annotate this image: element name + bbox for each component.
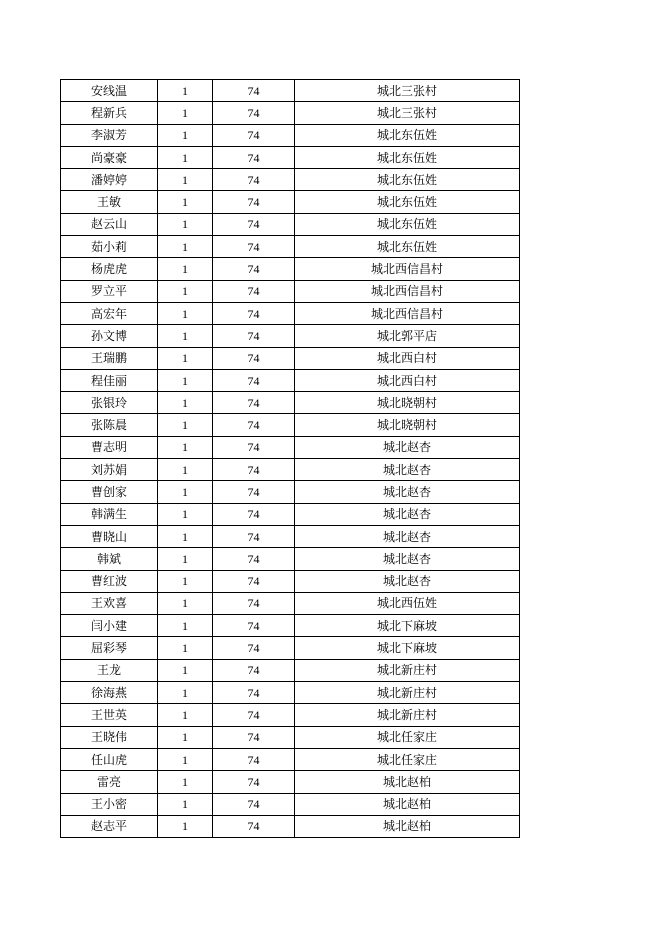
- count-cell: 1: [158, 503, 213, 525]
- count-cell: 1: [158, 258, 213, 280]
- count-cell: 1: [158, 637, 213, 659]
- value-cell: 74: [213, 146, 295, 168]
- name-cell: 李淑芳: [61, 124, 158, 146]
- count-cell: 1: [158, 124, 213, 146]
- value-cell: 74: [213, 124, 295, 146]
- table-row: [61, 436, 520, 458]
- value-cell: 74: [213, 503, 295, 525]
- place-cell: 城北赵柏: [295, 815, 520, 837]
- count-cell: 1: [158, 80, 213, 102]
- place-cell: 城北东伍姓: [295, 191, 520, 213]
- name-cell: 王晓伟: [61, 726, 158, 748]
- name-cell: 赵志平: [61, 815, 158, 837]
- count-cell: 1: [158, 436, 213, 458]
- table-row: [61, 771, 520, 793]
- place-cell: 城北西信昌村: [295, 258, 520, 280]
- count-cell: 1: [158, 325, 213, 347]
- name-cell: 雷亮: [61, 771, 158, 793]
- name-cell: 潘婷婷: [61, 169, 158, 191]
- value-cell: 74: [213, 748, 295, 770]
- name-cell: 张陈晨: [61, 414, 158, 436]
- place-cell: 城北赵柏: [295, 771, 520, 793]
- value-cell: 74: [213, 213, 295, 235]
- place-cell: 城北西伍姓: [295, 592, 520, 614]
- table-row: [61, 146, 520, 168]
- table-row: [61, 392, 520, 414]
- name-cell: 曹晓山: [61, 525, 158, 547]
- place-cell: 城北下麻坡: [295, 615, 520, 637]
- table-row: [61, 481, 520, 503]
- name-cell: 王敏: [61, 191, 158, 213]
- table-row: [61, 459, 520, 481]
- place-cell: 城北赵杏: [295, 436, 520, 458]
- count-cell: 1: [158, 525, 213, 547]
- place-cell: 城北新庄村: [295, 659, 520, 681]
- place-cell: 城北赵杏: [295, 570, 520, 592]
- count-cell: 1: [158, 236, 213, 258]
- value-cell: 74: [213, 793, 295, 815]
- value-cell: 74: [213, 592, 295, 614]
- value-cell: 74: [213, 347, 295, 369]
- table-row: [61, 236, 520, 258]
- name-cell: 张银玲: [61, 392, 158, 414]
- table-row: [61, 682, 520, 704]
- table-row: [61, 169, 520, 191]
- table-row: [61, 503, 520, 525]
- place-cell: 城北任家庄: [295, 748, 520, 770]
- place-cell: 城北赵杏: [295, 481, 520, 503]
- name-cell: 王瑞鹏: [61, 347, 158, 369]
- value-cell: 74: [213, 369, 295, 391]
- count-cell: 1: [158, 615, 213, 637]
- count-cell: 1: [158, 704, 213, 726]
- table-row: [61, 191, 520, 213]
- place-cell: 城北东伍姓: [295, 236, 520, 258]
- table-row: [61, 815, 520, 837]
- place-cell: 城北三张村: [295, 80, 520, 102]
- name-cell: 曹创家: [61, 481, 158, 503]
- place-cell: 城北三张村: [295, 102, 520, 124]
- value-cell: 74: [213, 615, 295, 637]
- value-cell: 74: [213, 570, 295, 592]
- count-cell: 1: [158, 302, 213, 324]
- place-cell: 城北东伍姓: [295, 146, 520, 168]
- name-cell: 杨虎虎: [61, 258, 158, 280]
- value-cell: 74: [213, 704, 295, 726]
- value-cell: 74: [213, 436, 295, 458]
- place-cell: 城北西信昌村: [295, 302, 520, 324]
- value-cell: 74: [213, 815, 295, 837]
- name-cell: 徐海燕: [61, 682, 158, 704]
- name-cell: 刘苏娟: [61, 459, 158, 481]
- table-row: [61, 213, 520, 235]
- name-cell: 王欢喜: [61, 592, 158, 614]
- place-cell: 城北新庄村: [295, 682, 520, 704]
- name-cell: 王世英: [61, 704, 158, 726]
- count-cell: 1: [158, 459, 213, 481]
- table-row: [61, 748, 520, 770]
- table-row: [61, 102, 520, 124]
- table-row: [61, 347, 520, 369]
- name-cell: 曹志明: [61, 436, 158, 458]
- table-row: [61, 369, 520, 391]
- value-cell: 74: [213, 414, 295, 436]
- table-row: [61, 659, 520, 681]
- place-cell: 城北新庄村: [295, 704, 520, 726]
- value-cell: 74: [213, 325, 295, 347]
- place-cell: 城北郭平店: [295, 325, 520, 347]
- name-cell: 罗立平: [61, 280, 158, 302]
- name-cell: 王龙: [61, 659, 158, 681]
- table-row: [61, 615, 520, 637]
- place-cell: 城北任家庄: [295, 726, 520, 748]
- table-row: [61, 525, 520, 547]
- value-cell: 74: [213, 637, 295, 659]
- name-cell: 程佳丽: [61, 369, 158, 391]
- name-cell: 曹红波: [61, 570, 158, 592]
- place-cell: 城北西白村: [295, 347, 520, 369]
- count-cell: 1: [158, 169, 213, 191]
- table-row: [61, 302, 520, 324]
- value-cell: 74: [213, 682, 295, 704]
- table-row: [61, 793, 520, 815]
- table-row: [61, 704, 520, 726]
- count-cell: 1: [158, 280, 213, 302]
- place-cell: 城北晓朝村: [295, 414, 520, 436]
- value-cell: 74: [213, 258, 295, 280]
- value-cell: 74: [213, 525, 295, 547]
- count-cell: 1: [158, 191, 213, 213]
- table-row: [61, 548, 520, 570]
- place-cell: 城北赵杏: [295, 525, 520, 547]
- count-cell: 1: [158, 414, 213, 436]
- name-cell: 孙文博: [61, 325, 158, 347]
- name-cell: 赵云山: [61, 213, 158, 235]
- count-cell: 1: [158, 102, 213, 124]
- table-row: [61, 726, 520, 748]
- count-cell: 1: [158, 146, 213, 168]
- name-cell: 任山虎: [61, 748, 158, 770]
- count-cell: 1: [158, 481, 213, 503]
- count-cell: 1: [158, 392, 213, 414]
- table-row: [61, 124, 520, 146]
- place-cell: 城北西信昌村: [295, 280, 520, 302]
- count-cell: 1: [158, 347, 213, 369]
- name-cell: 程新兵: [61, 102, 158, 124]
- value-cell: 74: [213, 302, 295, 324]
- place-cell: 城北赵杏: [295, 503, 520, 525]
- name-cell: 韩满生: [61, 503, 158, 525]
- count-cell: 1: [158, 570, 213, 592]
- table-row: [61, 414, 520, 436]
- value-cell: 74: [213, 236, 295, 258]
- count-cell: 1: [158, 815, 213, 837]
- count-cell: 1: [158, 793, 213, 815]
- table-row: [61, 570, 520, 592]
- table-row: [61, 280, 520, 302]
- value-cell: 74: [213, 102, 295, 124]
- table-body: [61, 80, 520, 838]
- data-table: [60, 79, 520, 838]
- value-cell: 74: [213, 726, 295, 748]
- name-cell: 茹小莉: [61, 236, 158, 258]
- count-cell: 1: [158, 213, 213, 235]
- name-cell: 尚豪豪: [61, 146, 158, 168]
- name-cell: 安线温: [61, 80, 158, 102]
- table-row: [61, 637, 520, 659]
- count-cell: 1: [158, 748, 213, 770]
- count-cell: 1: [158, 369, 213, 391]
- name-cell: 王小密: [61, 793, 158, 815]
- count-cell: 1: [158, 682, 213, 704]
- count-cell: 1: [158, 659, 213, 681]
- place-cell: 城北东伍姓: [295, 213, 520, 235]
- value-cell: 74: [213, 548, 295, 570]
- name-cell: 韩斌: [61, 548, 158, 570]
- place-cell: 城北东伍姓: [295, 169, 520, 191]
- name-cell: 高宏年: [61, 302, 158, 324]
- value-cell: 74: [213, 771, 295, 793]
- table-row: [61, 325, 520, 347]
- place-cell: 城北赵杏: [295, 548, 520, 570]
- name-cell: 闫小建: [61, 615, 158, 637]
- count-cell: 1: [158, 548, 213, 570]
- place-cell: 城北下麻坡: [295, 637, 520, 659]
- name-cell: 屈彩琴: [61, 637, 158, 659]
- value-cell: 74: [213, 191, 295, 213]
- place-cell: 城北晓朝村: [295, 392, 520, 414]
- value-cell: 74: [213, 659, 295, 681]
- place-cell: 城北西白村: [295, 369, 520, 391]
- place-cell: 城北东伍姓: [295, 124, 520, 146]
- table-row: [61, 80, 520, 102]
- place-cell: 城北赵杏: [295, 459, 520, 481]
- value-cell: 74: [213, 280, 295, 302]
- value-cell: 74: [213, 169, 295, 191]
- count-cell: 1: [158, 771, 213, 793]
- value-cell: 74: [213, 80, 295, 102]
- count-cell: 1: [158, 726, 213, 748]
- value-cell: 74: [213, 459, 295, 481]
- value-cell: 74: [213, 481, 295, 503]
- table-row: [61, 592, 520, 614]
- count-cell: 1: [158, 592, 213, 614]
- place-cell: 城北赵柏: [295, 793, 520, 815]
- value-cell: 74: [213, 392, 295, 414]
- table-row: [61, 258, 520, 280]
